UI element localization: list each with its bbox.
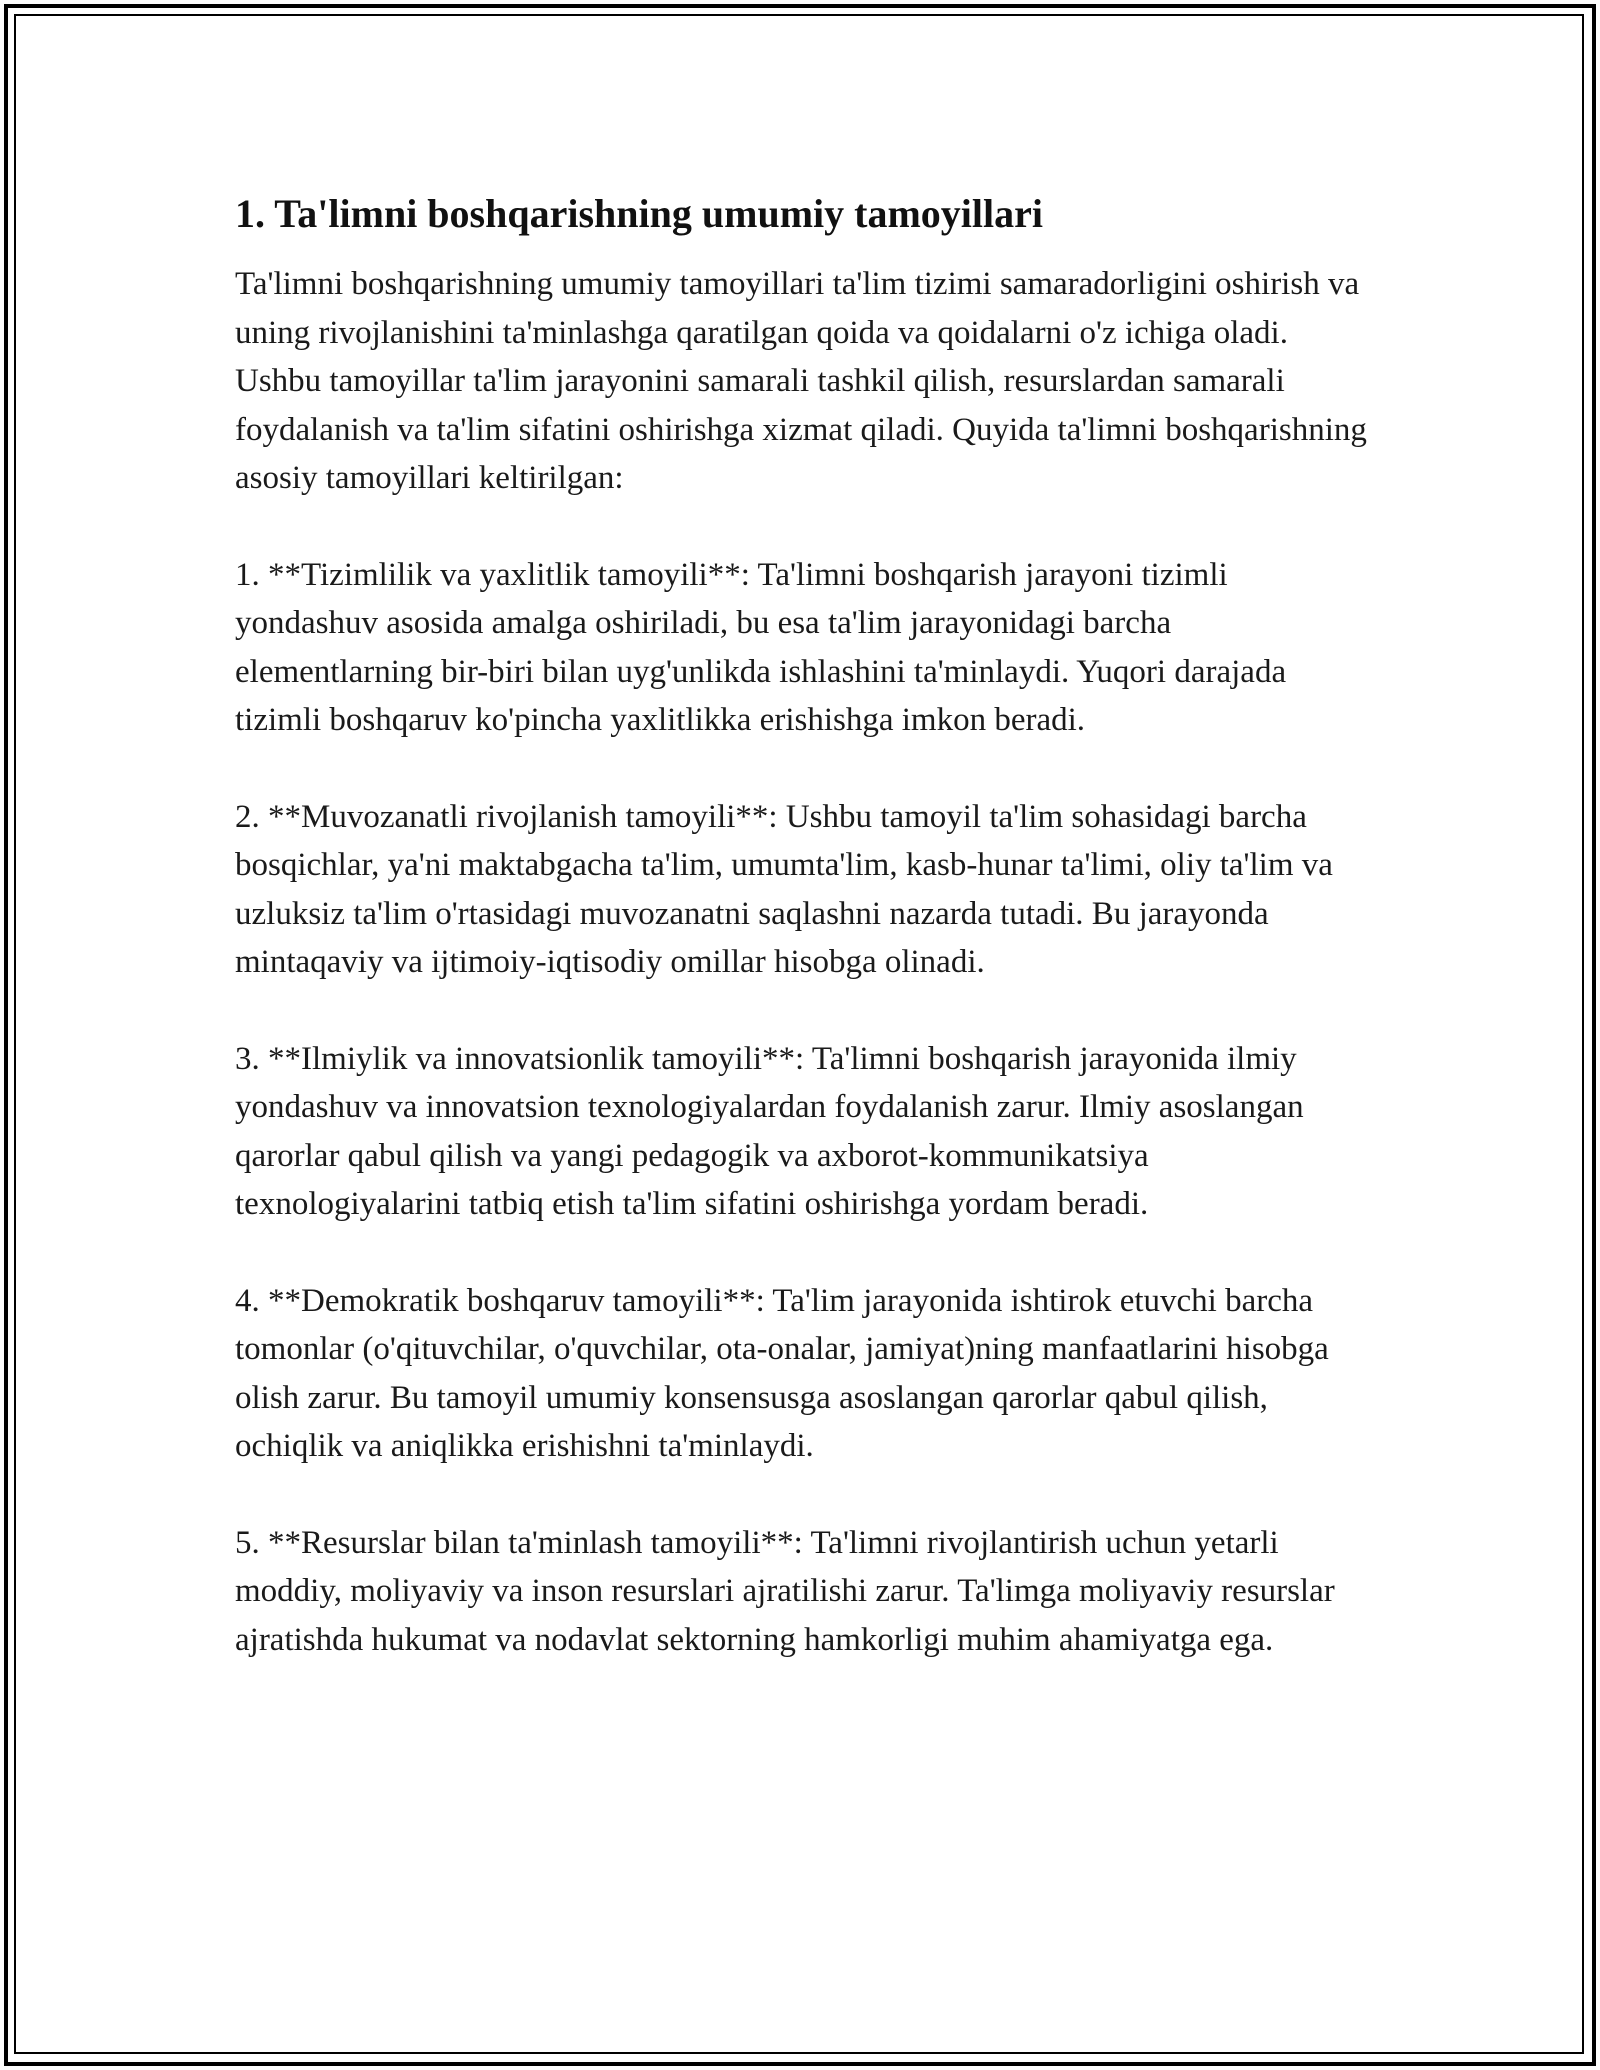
principle-paragraph-4: 4. **Demokratik boshqaruv tamoyili**: Ta'lim jarayonida ishtirok etuvchi barcha tomonlar (o'qituvchilar, o'quvchilar, ota-onalar, jamiyat)ning manfaatlarini hisobga olish zarur. Bu tamoyil umumiy konsensusga asoslangan qarorlar qabul qilish, ochiqlik va aniqlikka erishishni ta'minlaydi. <box>235 1282 1329 1464</box>
section-heading: 1. Ta'limni boshqarishning umumiy tamoyillari <box>235 191 1043 236</box>
intro-paragraph: Ta'limni boshqarishning umumiy tamoyillari ta'lim tizimi samaradorligini oshirish va uning rivojlanishini ta'minlashga qaratilgan qoida va qoidalarni o'z ichiga oladi. Ushbu tamoyillar ta'lim jarayonini samarali tashkil qilish, resurslardan samarali foydalanish va ta'lim sifatini oshirishga xizmat qiladi. Quyida ta'limni boshqarishning asosiy tamoyillari keltirilgan: <box>235 266 1367 496</box>
principle-paragraph-2: 2. **Muvozanatli rivojlanish tamoyili**: Ushbu tamoyil ta'lim sohasidagi barcha bosqichlar, ya'ni maktabgacha ta'lim, umumta'lim, kasb-hunar ta'limi, oliy ta'lim va uzluksiz ta'lim o'rtasidagi muvozanatni saqlashni nazarda tutadi. Bu jarayonda mintaqaviy va ijtimoiy-iqtisodiy omillar hisobga olinadi. <box>235 798 1333 980</box>
principle-paragraph-5: 5. **Resurslar bilan ta'minlash tamoyili**: Ta'limni rivojlantirish uchun yetarli moddiy, moliyaviy va inson resurslari ajratilishi zarur. Ta'limga moliyaviy resurslar ajratishda hukumat va nodavlat sektorning hamkorligi muhim ahamiyatga ega. <box>235 1524 1335 1658</box>
principle-paragraph-1: 1. **Tizimlilik va yaxlitlik tamoyili**: Ta'limni boshqarish jarayoni tizimli yondashuv asosida amalga oshiriladi, bu esa ta'lim jarayonidagi barcha elementlarning bir-biri bilan uyg'unlikda ishlashini ta'minlaydi. Yuqori darajada tizimli boshqaruv ko'pincha yaxlitlikka erishishga imkon beradi. <box>235 556 1287 738</box>
principle-paragraph-3: 3. **Ilmiylik va innovatsionlik tamoyili**: Ta'limni boshqarish jarayonida ilmiy yondashuv va innovatsion texnologiyalardan foydalanish zarur. Ilmiy asoslangan qarorlar qabul qilish va yangi pedagogik va axborot-kommunikatsiya texnologiyalarini tatbiq etish ta'lim sifatini oshirishga yordam beradi. <box>235 1040 1304 1222</box>
document-body <box>235 190 1375 1712</box>
